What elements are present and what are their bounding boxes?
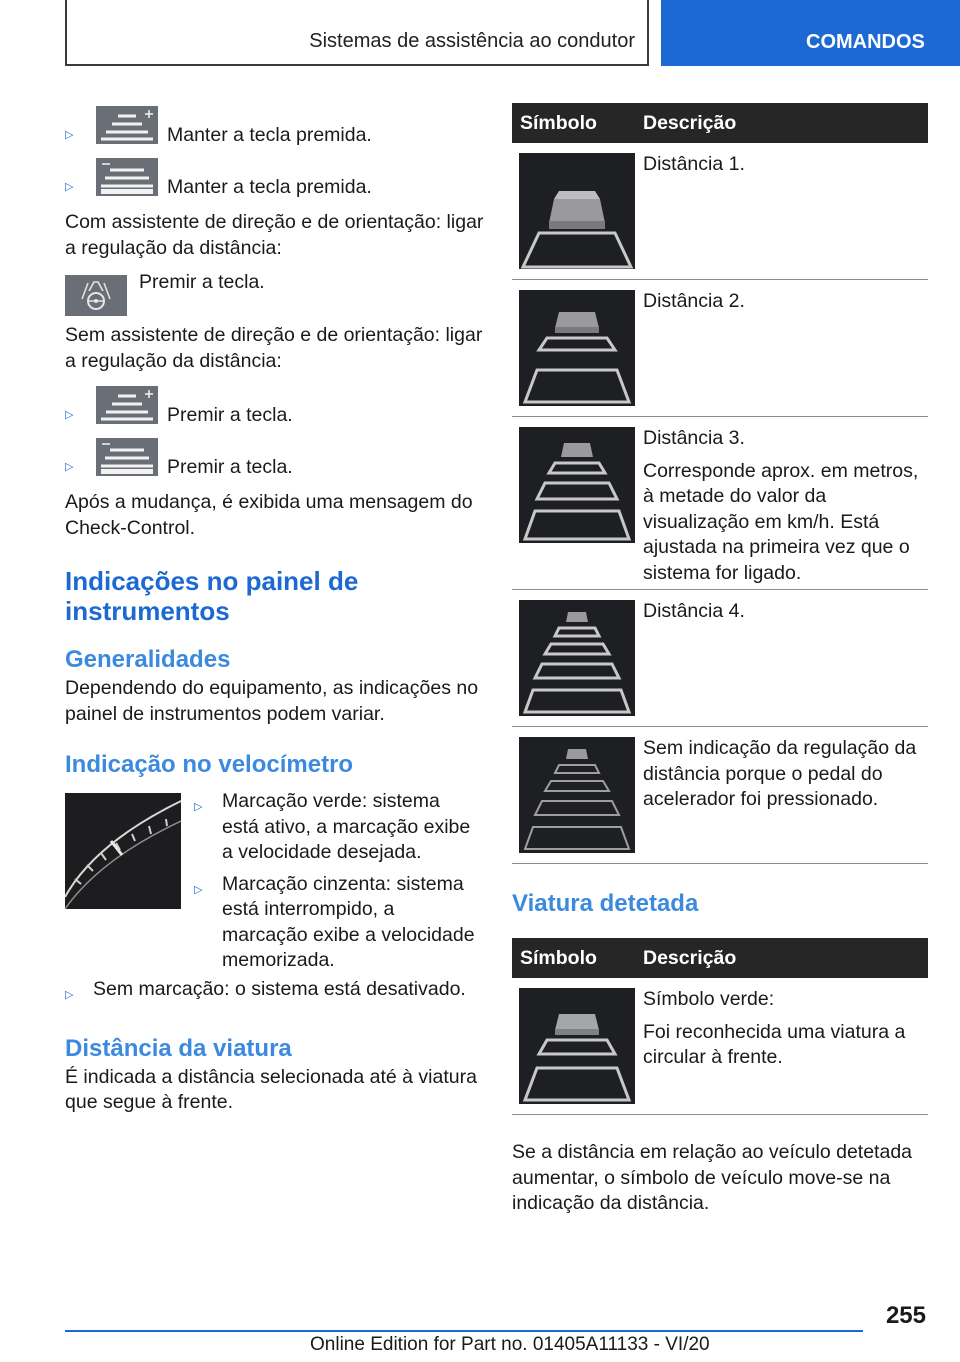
item-text: Premir a tecla. bbox=[139, 271, 265, 293]
distance-3-icon bbox=[519, 427, 635, 543]
row-description: Distância 1. bbox=[643, 153, 745, 175]
list-item bbox=[65, 152, 485, 204]
bullet-triangle-icon: ▷ bbox=[65, 461, 74, 473]
bullet-text: Sem marcação: o sistema está desativado. bbox=[93, 978, 466, 1000]
vehicle-detected-icon bbox=[519, 988, 635, 1104]
list-item bbox=[65, 261, 485, 313]
speedometer-image bbox=[65, 793, 181, 909]
table-row bbox=[512, 590, 928, 727]
bullet-triangle-icon: ▷ bbox=[65, 989, 74, 1001]
table-row bbox=[512, 417, 928, 590]
table-row bbox=[512, 978, 928, 1115]
table-row bbox=[512, 727, 928, 864]
steering-assist-key-icon bbox=[65, 275, 127, 316]
distance-increase-key-icon bbox=[96, 106, 158, 144]
list-item bbox=[194, 789, 479, 866]
column-header-symbol: Símbolo bbox=[512, 938, 635, 978]
bullet-triangle-icon: ▷ bbox=[65, 409, 74, 421]
paragraph: Com assistente de direção e de orientação: ligar a regulação da distância: bbox=[65, 211, 484, 259]
heading-indications: Indicações no painel de instrumentos bbox=[65, 566, 359, 626]
row-description: Foi reconhecida uma viatura a circular à frente. bbox=[643, 1020, 906, 1068]
bullet-text: Marcação cinzenta: sistema está interrompido, a marcação exibe a velocidade memorizada. bbox=[222, 872, 475, 971]
bullet-text: Manter a tecla premida. bbox=[167, 176, 372, 198]
bullet-triangle-icon: ▷ bbox=[65, 181, 74, 193]
heading-vehicle-detected: Viatura detetada bbox=[512, 890, 699, 917]
distance-4-icon bbox=[519, 600, 635, 716]
paragraph: Se a distância em relação ao veículo detetada aumentar, o símbolo de veículo move-se na indicação da distância. bbox=[512, 1141, 913, 1214]
header-section-box bbox=[65, 0, 649, 66]
paragraph: Sem assistente de direção e de orientação: ligar a regulação da distância: bbox=[65, 324, 483, 372]
column-header-description: Descrição bbox=[635, 938, 928, 978]
row-note: Corresponde aprox. em metros, à metade do valor da visualização em km/h. Está ajustada na primeira vez que o sistema for ligado. bbox=[643, 459, 919, 584]
footer-edition: Online Edition for Part no. 01405A11133 - VI/20 bbox=[310, 1334, 710, 1355]
list-item bbox=[65, 380, 485, 432]
row-description: Distância 3. bbox=[643, 427, 745, 449]
heading-distance: Distância da viatura bbox=[65, 1034, 292, 1062]
list-item bbox=[65, 432, 485, 484]
speedometer-block bbox=[65, 790, 485, 971]
section-title: Sistemas de assistência ao condutor bbox=[309, 30, 635, 52]
distance-decrease-key-icon bbox=[96, 158, 158, 196]
distance-symbols-table bbox=[512, 103, 928, 864]
heading-speedometer: Indicação no velocímetro bbox=[65, 751, 354, 778]
heading-general: Generalidades bbox=[65, 646, 231, 673]
distance-1-icon bbox=[519, 153, 635, 269]
table-row bbox=[512, 280, 928, 417]
bullet-text: Premir a tecla. bbox=[167, 404, 293, 426]
distance-2-icon bbox=[519, 290, 635, 406]
vehicle-detected-table bbox=[512, 938, 928, 1115]
row-description: Sem indicação da regulação da distância porque o pedal do acelerador foi pressionado. bbox=[643, 737, 917, 810]
bullet-text: Marcação verde: sistema está ativo, a marcação exibe a velocidade desejada. bbox=[222, 790, 471, 863]
row-title: Símbolo verde: bbox=[643, 988, 775, 1010]
right-column bbox=[512, 103, 928, 1217]
chapter-tab-label: COMANDOS bbox=[806, 31, 925, 53]
footer-divider bbox=[65, 1330, 863, 1332]
list-item bbox=[194, 872, 479, 974]
table-row bbox=[512, 143, 928, 280]
list-item bbox=[65, 100, 485, 152]
distance-off-icon bbox=[519, 737, 635, 853]
bullet-text: Premir a tecla. bbox=[167, 456, 293, 478]
bullet-text: Manter a tecla premida. bbox=[167, 124, 372, 146]
paragraph: Após a mudança, é exibida uma mensagem do Check-Control. bbox=[65, 491, 473, 539]
bullet-triangle-icon: ▷ bbox=[65, 129, 74, 141]
distance-increase-key-icon bbox=[96, 386, 158, 424]
column-header-symbol: Símbolo bbox=[512, 103, 635, 143]
left-column bbox=[65, 100, 485, 1116]
paragraph: É indicada a distância selecionada até à viatura que segue à frente. bbox=[65, 1065, 477, 1113]
distance-decrease-key-icon bbox=[96, 438, 158, 476]
paragraph: Dependendo do equipamento, as indicações no painel de instrumentos podem variar. bbox=[65, 677, 479, 725]
bullet-triangle-icon: ▷ bbox=[194, 883, 203, 896]
page-number: 255 bbox=[885, 1302, 926, 1329]
column-header-description: Descrição bbox=[635, 103, 928, 143]
chapter-tab[interactable] bbox=[661, 0, 960, 66]
row-description: Distância 4. bbox=[643, 600, 745, 622]
list-item bbox=[65, 977, 485, 1003]
row-description: Distância 2. bbox=[643, 290, 745, 312]
bullet-triangle-icon: ▷ bbox=[194, 801, 203, 813]
